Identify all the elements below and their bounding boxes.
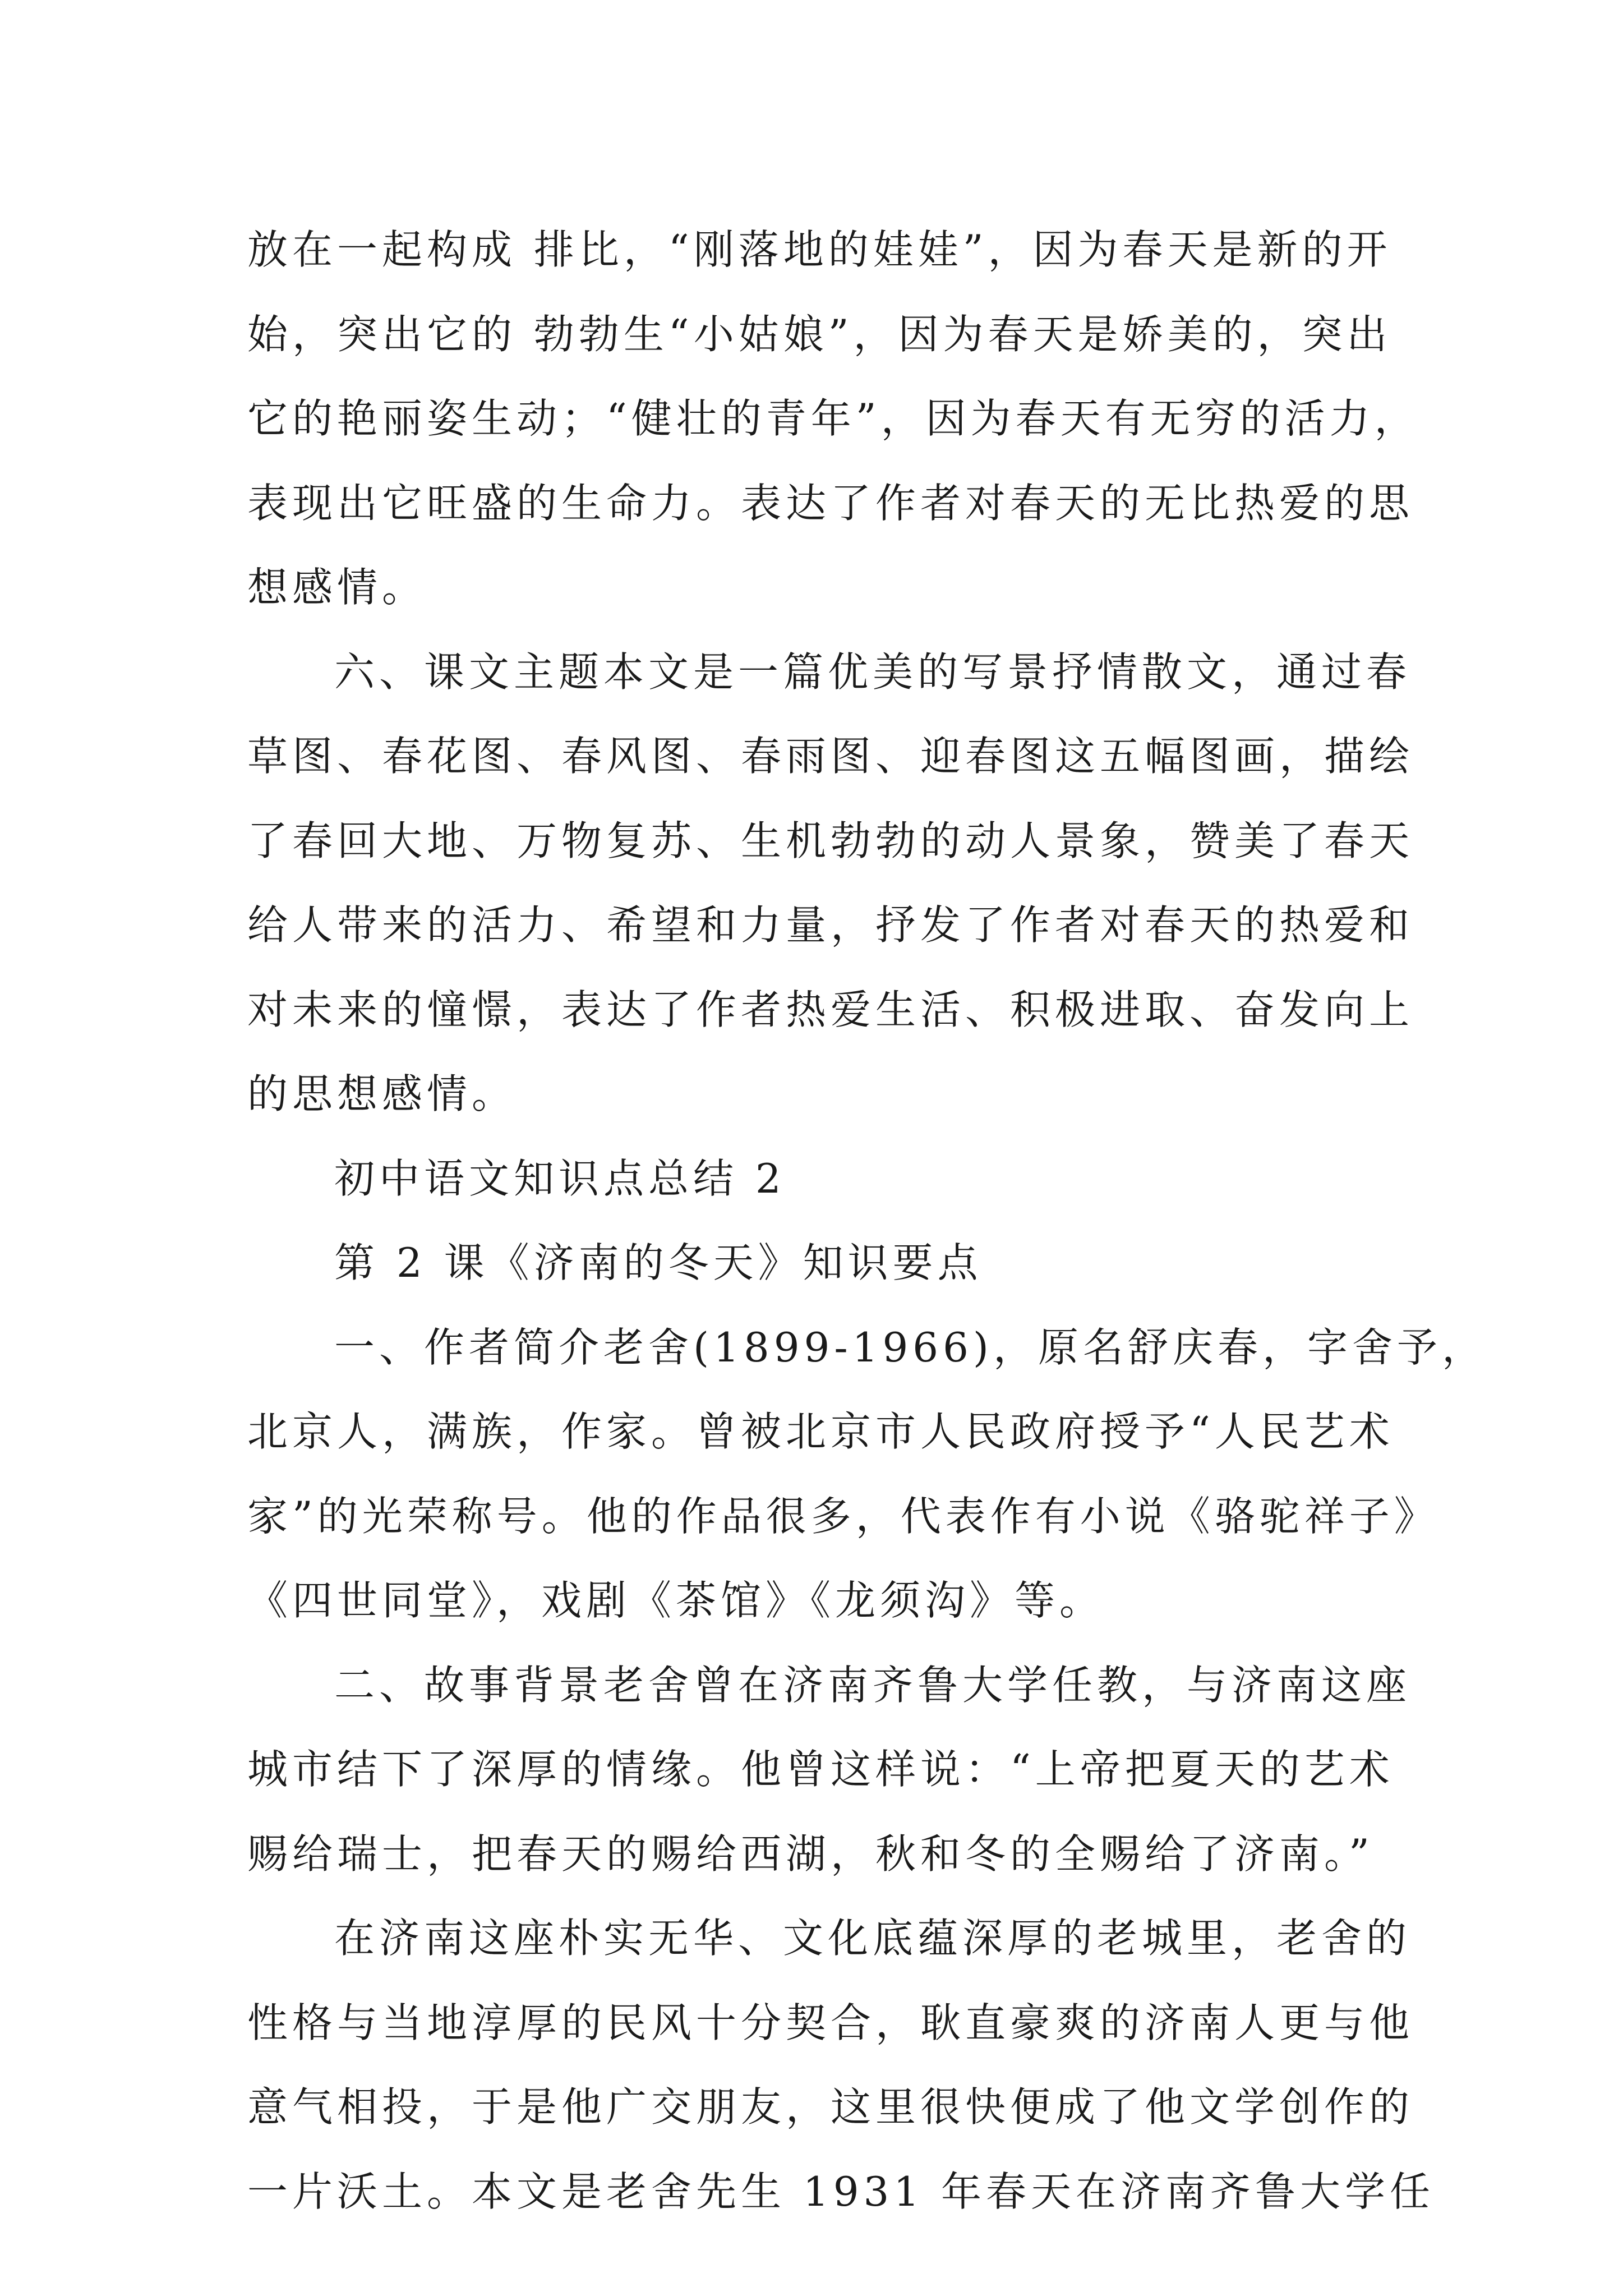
text-line: 想感情。 <box>247 564 427 611</box>
text-line: 性格与当地淳厚的民风十分契合，耿直豪爽的济南人更与他 <box>247 1999 1414 2046</box>
paragraph-start-line: 二、故事背景老舍曾在济南齐鲁大学任教，与济南这座 <box>334 1661 1412 1709</box>
text-line: 了春回大地、万物复苏、生机勃勃的动人景象，赞美了春天 <box>247 817 1414 864</box>
lesson-heading: 第 2 课《济南的冬天》知识要点 <box>334 1239 983 1286</box>
text-line: 草图、春花图、春风图、春雨图、迎春图这五幅图画，描绘 <box>247 733 1414 780</box>
text-line: 一片沃土。本文是老舍先生 1931 年春天在济南齐鲁大学任 <box>247 2168 1435 2215</box>
body-text <box>247 208 1487 2234</box>
text-line: 家”的光荣称号。他的作品很多，代表作有小说《骆驼祥子》 <box>247 1492 1439 1540</box>
text-line: 的思想感情。 <box>247 1070 517 1117</box>
paragraph-start-line: 六、课文主题本文是一篇优美的写景抒情散文，通过春 <box>334 648 1412 696</box>
text-line: 城市结下了深厚的情缘。他曾这样说：“上帝把夏天的艺术 <box>247 1746 1394 1793</box>
paragraph-start-line: 一、作者简介老舍(1899-1966)，原名舒庆春，字舍予， <box>334 1323 1487 1371</box>
text-line: 对未来的憧憬，表达了作者热爱生活、积极进取、奋发向上 <box>247 986 1414 1033</box>
text-line: 《四世同堂》，戏剧《茶馆》《龙须沟》等。 <box>247 1577 1105 1624</box>
text-line: 始，突出它的 勃勃生“小姑娘”，因为春天是娇美的，突出 <box>247 310 1392 358</box>
text-line: 意气相投，于是他广交朋友，这里很快便成了他文学创作的 <box>247 2083 1414 2131</box>
section-heading: 初中语文知识点总结 2 <box>334 1154 786 1202</box>
text-line: 北京人，满族，作家。曾被北京市人民政府授予“人民艺术 <box>247 1408 1394 1455</box>
text-line: 它的艳丽姿生动；“健壮的青年”，因为春天有无穷的活力， <box>247 395 1419 442</box>
text-line: 放在一起构成 排比，“刚落地的娃娃”，因为春天是新的开 <box>247 226 1392 273</box>
text-line: 表现出它旺盛的生命力。表达了作者对春天的无比热爱的思 <box>247 479 1414 527</box>
text-line: 赐给瑞士，把春天的赐给西湖，秋和冬的全赐给了济南。” <box>247 1830 1374 1878</box>
text-line: 给人带来的活力、希望和力量，抒发了作者对春天的热爱和 <box>247 901 1414 949</box>
paragraph-start-line: 在济南这座朴实无华、文化底蕴深厚的老城里，老舍的 <box>334 1915 1412 1962</box>
